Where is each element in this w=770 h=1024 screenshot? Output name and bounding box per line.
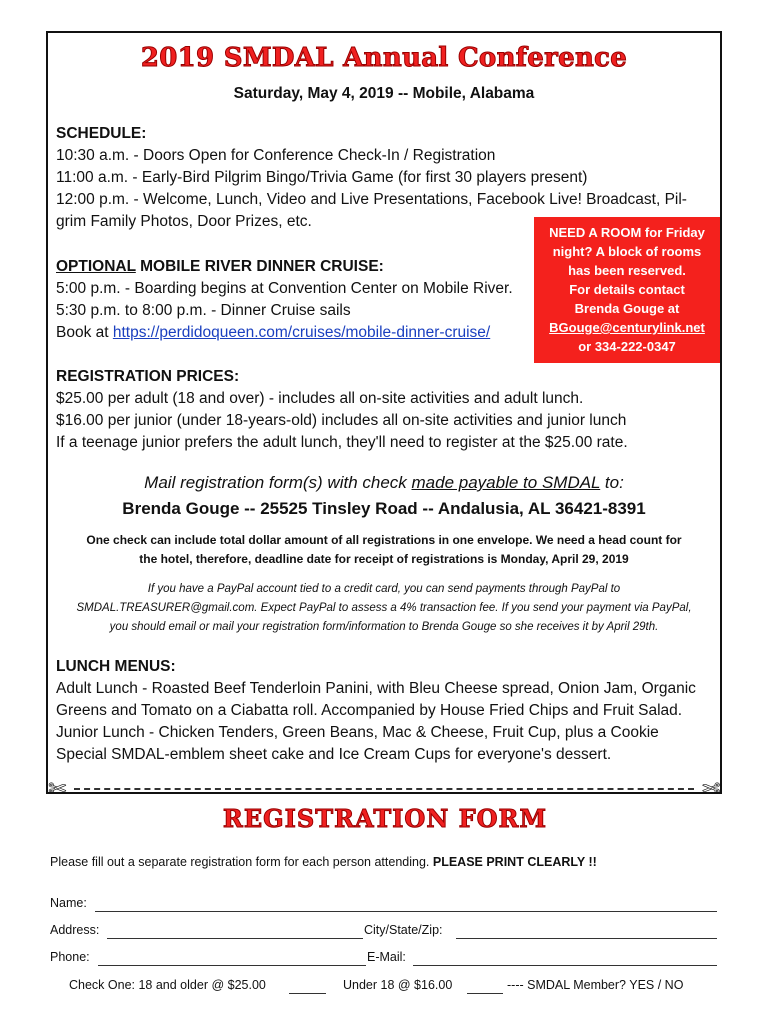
schedule-line: 10:30 a.m. - Doors Open for Conference Check-In / Registration [56,147,496,164]
paypal-note-line: you should email or mail your registration form/information to Brenda Gouge so she receives it by April 29th. [109,621,659,633]
mail-prefix: Mail registration form(s) with check [144,473,412,492]
lunch-line: Special SMDAL-emblem sheet cake and Ice Cream Cups for everyone's dessert. [56,746,612,763]
instructions-text: Please fill out a separate registration form for each person attending. [50,855,433,869]
schedule-line: 11:00 a.m. - Early-Bird Pilgrim Bingo/Trivia Game (for first 30 players present) [56,169,588,186]
cruise-optional-label: OPTIONAL [56,258,136,275]
email-field[interactable] [413,965,717,966]
book-prefix: Book at [56,324,113,341]
prices-heading: REGISTRATION PRICES: [56,368,240,385]
cut-line [46,778,722,800]
check-junior-label: Under 18 @ $16.00 [343,978,453,992]
callout-email-link[interactable]: BGouge@centurylink.net [549,320,705,335]
city-state-zip-field[interactable] [456,938,717,939]
cruise-heading-text: MOBILE RIVER DINNER CRUISE: [135,258,384,275]
callout-line: night? A block of rooms [552,244,702,259]
paypal-note-line: If you have a PayPal account tied to a credit card, you can send payments through PayPal to [147,583,621,595]
cruise-line: 5:00 p.m. - Boarding begins at Convention Center on Mobile River. [56,280,513,297]
cruise-booking [56,324,490,342]
mail-instructions [48,473,720,493]
event-date-location: Saturday, May 4, 2019 -- Mobile, Alabama [233,85,535,102]
cruise-heading [56,258,384,276]
callout-line: For details contact [569,282,685,297]
price-line: If a teenage junior prefers the adult lunch, they'll need to register at the $25.00 rate. [56,434,628,451]
callout-line: NEED A ROOM for Friday [549,225,705,240]
price-line: $25.00 per adult (18 and over) - includes all on-site activities and adult lunch. [56,390,584,407]
check-adult-label: Check One: 18 and older @ $25.00 [69,978,266,992]
print-clearly: PLEASE PRINT CLEARLY !! [432,855,597,869]
dashed-divider [74,788,694,790]
schedule-line: grim Family Photos, Door Prizes, etc. [56,213,312,230]
flyer-frame [46,31,722,794]
lunch-line: Junior Lunch - Chicken Tenders, Green Beans, Mac & Cheese, Fruit Cup, plus a Cookie [56,724,659,741]
cruise-line: 5:30 p.m. to 8:00 p.m. - Dinner Cruise sails [56,302,351,319]
scissors-icon: ✄ [701,776,720,801]
mailing-address: Brenda Gouge -- 25525 Tinsley Road -- Andalusia, AL 36421-8391 [122,499,646,518]
email-label: E-Mail: [367,950,406,964]
schedule-line: 12:00 p.m. - Welcome, Lunch, Video and Live Presentations, Facebook Live! Broadcast, Pil- [56,191,687,208]
city-state-zip-label: City/State/Zip: [364,923,443,937]
address-field[interactable] [107,938,363,939]
callout-line: or 334-222-0347 [578,339,676,354]
callout-line: has been reserved. [568,263,686,278]
schedule-heading: SCHEDULE: [56,125,147,142]
page-title: 2019 SMDAL Annual Conference [140,43,628,73]
junior-check-blank[interactable] [467,993,503,994]
payable-to: made payable to SMDAL [411,473,601,492]
adult-check-blank[interactable] [289,993,326,994]
name-label: Name: [50,896,87,910]
lunch-line: Greens and Tomato on a Ciabatta roll. Accompanied by House Fried Chips and Fruit Salad. [56,702,683,719]
form-instructions [50,855,597,869]
check-note-line: One check can include total dollar amount of all registrations in one envelope. We need a head count for [86,533,682,547]
phone-field[interactable] [98,965,366,966]
check-note-line: the hotel, therefore, deadline date for receipt of registrations is Monday, April 29, 2019 [139,552,629,566]
paypal-note-line: SMDAL.TREASURER@gmail.com. Expect PayPal to assess a 4% transaction fee. If you send your payment via PayPal, [76,602,692,614]
callout-line: Brenda Gouge at [574,301,680,316]
room-callout [534,217,720,363]
mail-suffix: to: [600,473,624,492]
lunch-line: Adult Lunch - Roasted Beef Tenderloin Panini, with Bleu Cheese spread, Onion Jam, Organic [56,680,696,697]
address-label: Address: [50,923,100,937]
phone-label: Phone: [50,950,90,964]
scissors-icon: ✄ [48,776,67,801]
lunch-heading: LUNCH MENUS: [56,658,176,675]
smdal-member-question: ---- SMDAL Member? YES / NO [507,978,684,992]
registration-form-title: REGISTRATION FORM [222,804,548,833]
price-line: $16.00 per junior (under 18-years-old) includes all on-site activities and junior lunch [56,412,627,429]
name-field[interactable] [95,911,717,912]
cruise-booking-link[interactable]: https://perdidoqueen.com/cruises/mobile-dinner-cruise/ [112,324,491,341]
